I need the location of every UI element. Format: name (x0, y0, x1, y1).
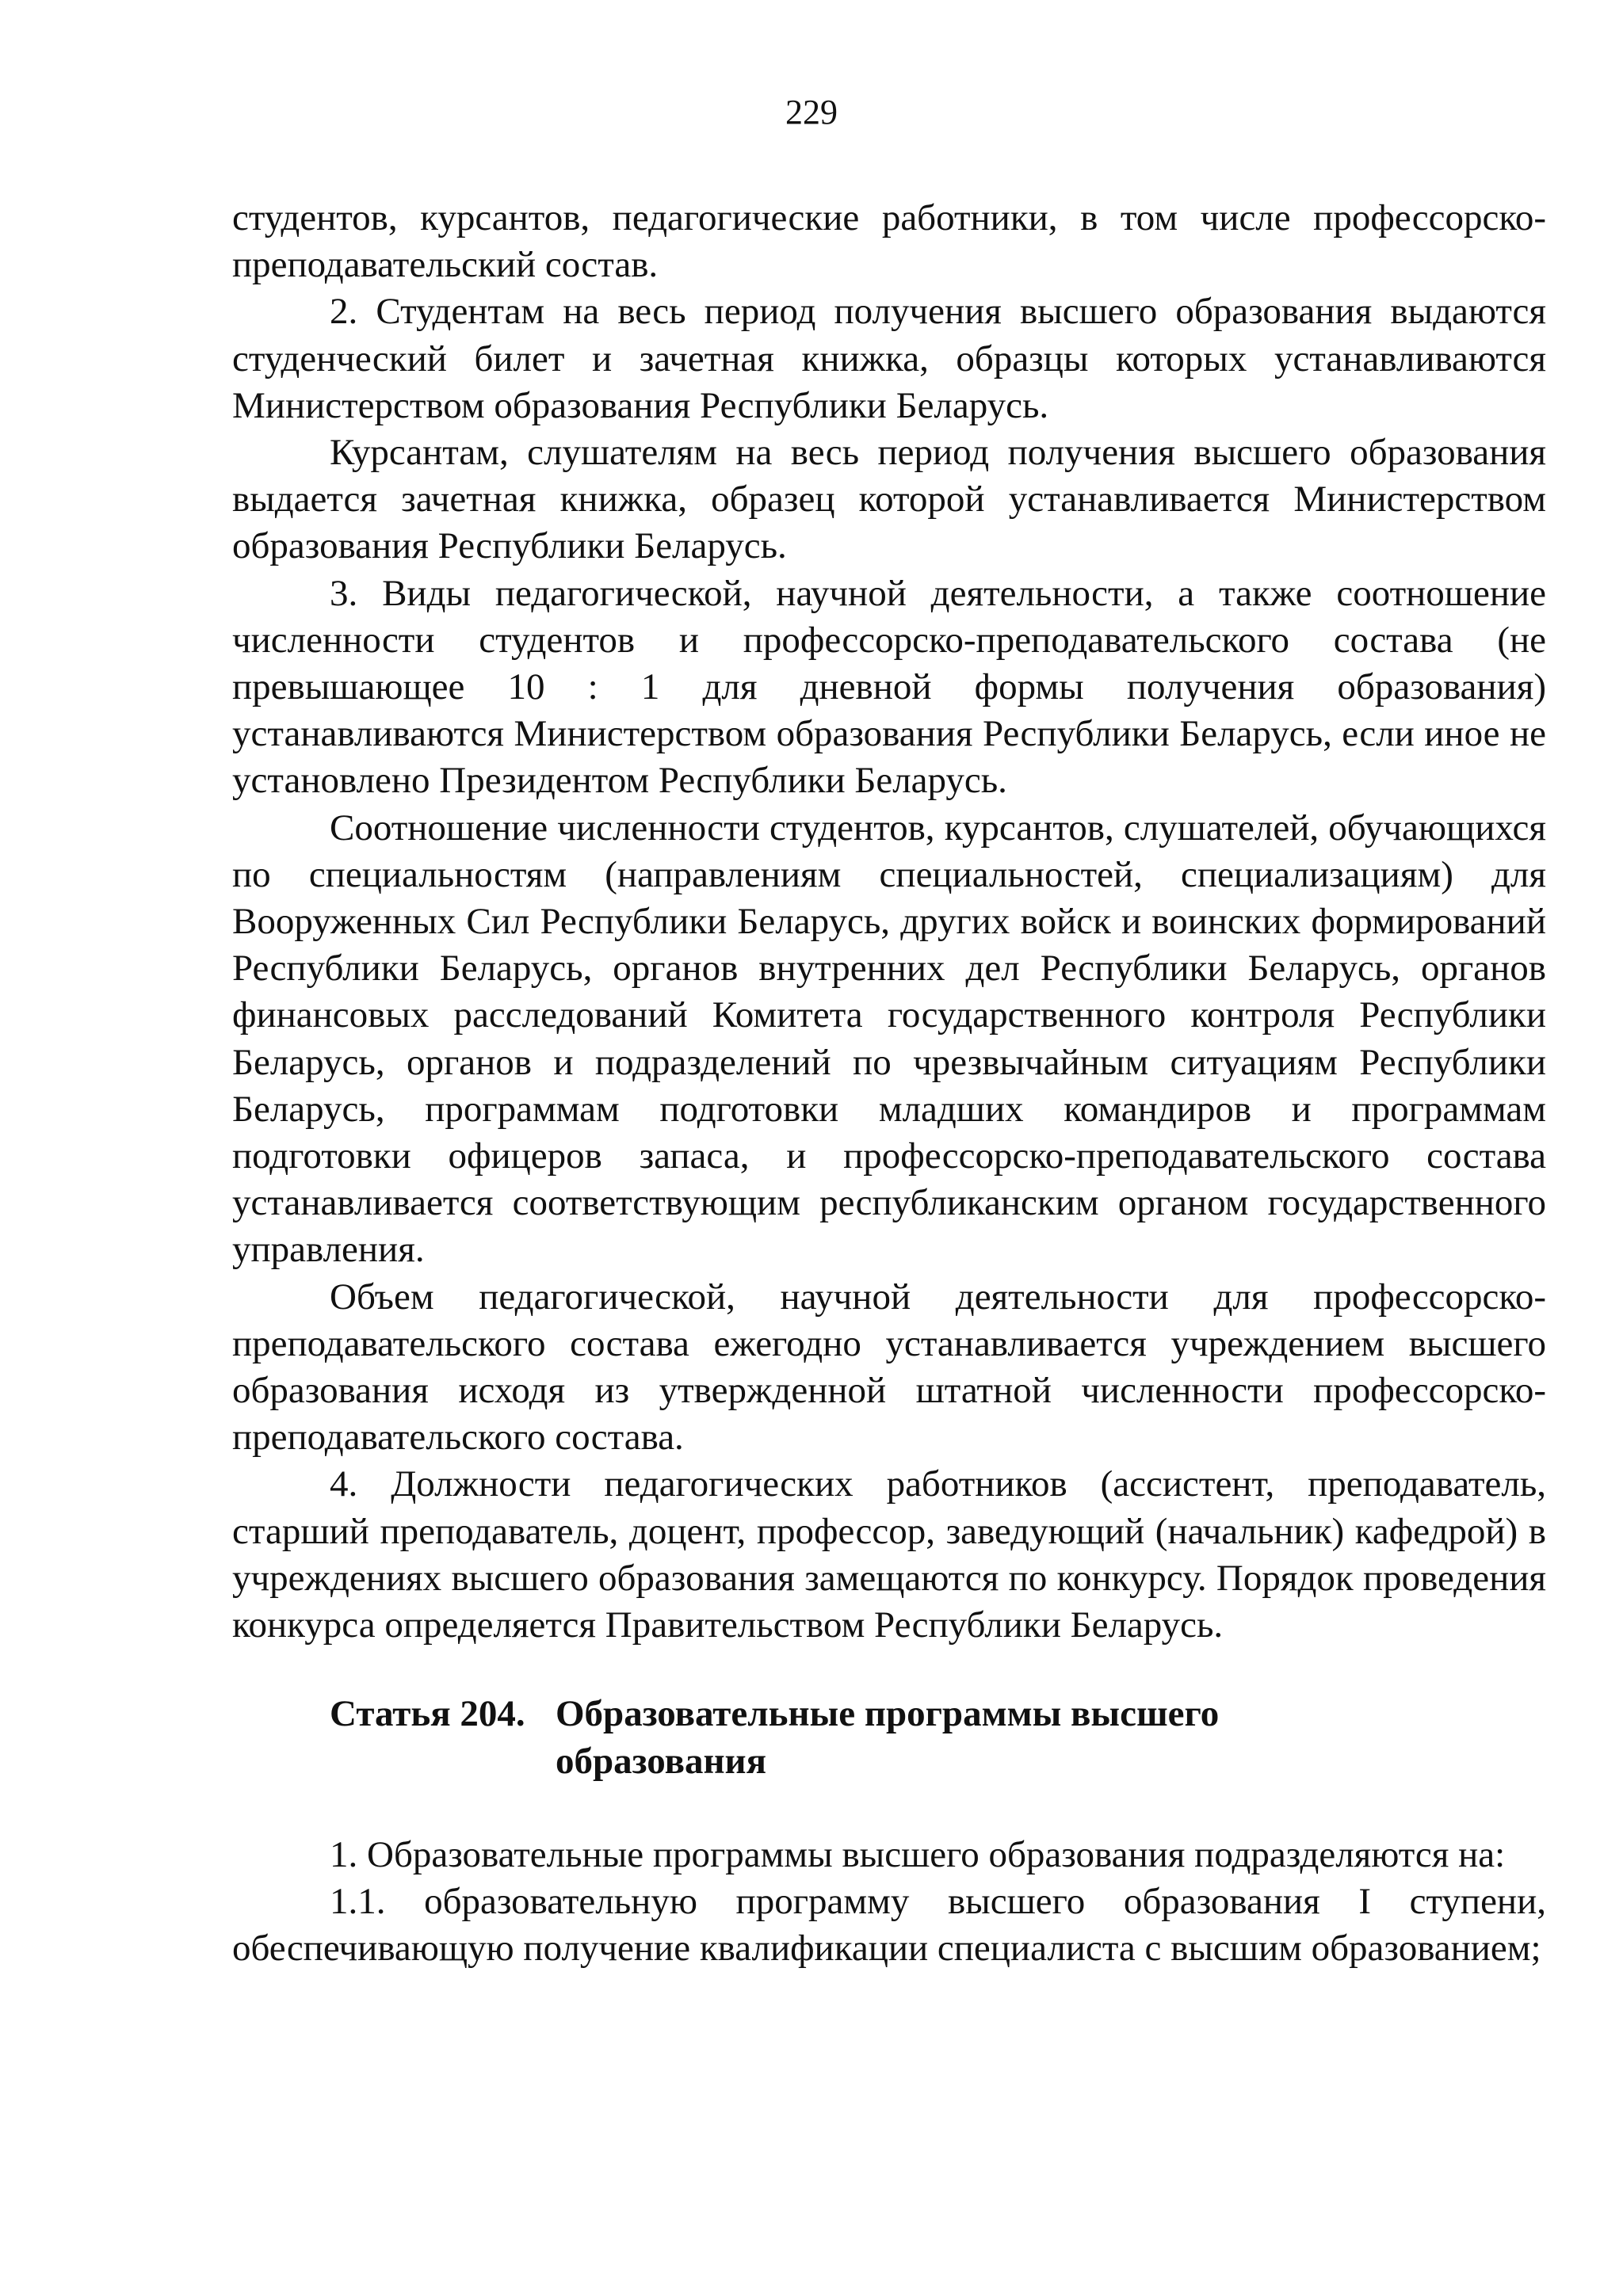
article-number: Статья 204. (330, 1693, 525, 1735)
paragraph-item-3: 3. Виды педагогической, научной деятельности, а также соотношение численности студентов и профессорско-преподавательского состава (не превышающее 10 : 1 для дневной формы получения образования) устанавливаются Министерством образования Республики Беларусь, если иное не установлено Президентом Республики Беларусь. (232, 572, 1546, 802)
paragraph-programs-item-1-1: 1.1. образовательную программу высшего образования I ступени, обеспечивающую получение квалификации специалиста с высшим образованием; (232, 1880, 1546, 1970)
paragraph-item-4: 4. Должности педагогических работников (ассистент, преподаватель, старший преподаватель, доцент, профессор, заведующий (начальник) кафедрой) в учреждениях высшего образования замещаются по конкурсу. Порядок проведения конкурса определяется Правительством Республики Беларусь. (232, 1463, 1546, 1646)
paragraph-continuation: студентов, курсантов, педагогические работники, в том числе профессорско-преподавательский состав. (232, 197, 1546, 286)
paragraph-cadets-record-book: Курсантам, слушателям на весь период получения высшего образования выдается зачетная книжка, образец которой устанавливается Министерством образования Республики Беларусь. (232, 432, 1546, 567)
article-heading (232, 1691, 1546, 1784)
article-title: Образовательные программы высшего образования (556, 1693, 1220, 1782)
paragraph-workload: Объем педагогической, научной деятельности для профессорско-преподавательского состава ежегодно устанавливается учреждением высшего образования исходя из утвержденной штатной численности профессорско-преподавательского состава. (232, 1276, 1546, 1459)
page-number: 229 (785, 93, 838, 132)
paragraph-item-2: 2. Студентам на весь период получения высшего образования выдаются студенческий билет и зачетная книжка, образцы которых устанавливаются Министерством образования Республики Беларусь. (232, 291, 1546, 426)
paragraph-programs-item-1: 1. Образовательные программы высшего образования подразделяются на: (330, 1833, 1506, 1875)
paragraph-ratio: Соотношение численности студентов, курсантов, слушателей, обучающихся по специальностям (направлениям специальностей, специализациям) для Вооруженных Сил Республики Беларусь, других войск и воинских формирований Республики Беларусь, органов внутренних дел Республики Беларусь, органов финансовых расследований Комитета государственного контроля Республики Беларусь, органов и подразделений по чрезвычайным ситуациям Республики Беларусь, программам подготовки младших командиров и программам подготовки офицеров запаса, и профессорско-преподавательского состава устанавливается соответствующим республиканским органом государственного управления. (232, 807, 1546, 1271)
document-body (232, 195, 1546, 1972)
